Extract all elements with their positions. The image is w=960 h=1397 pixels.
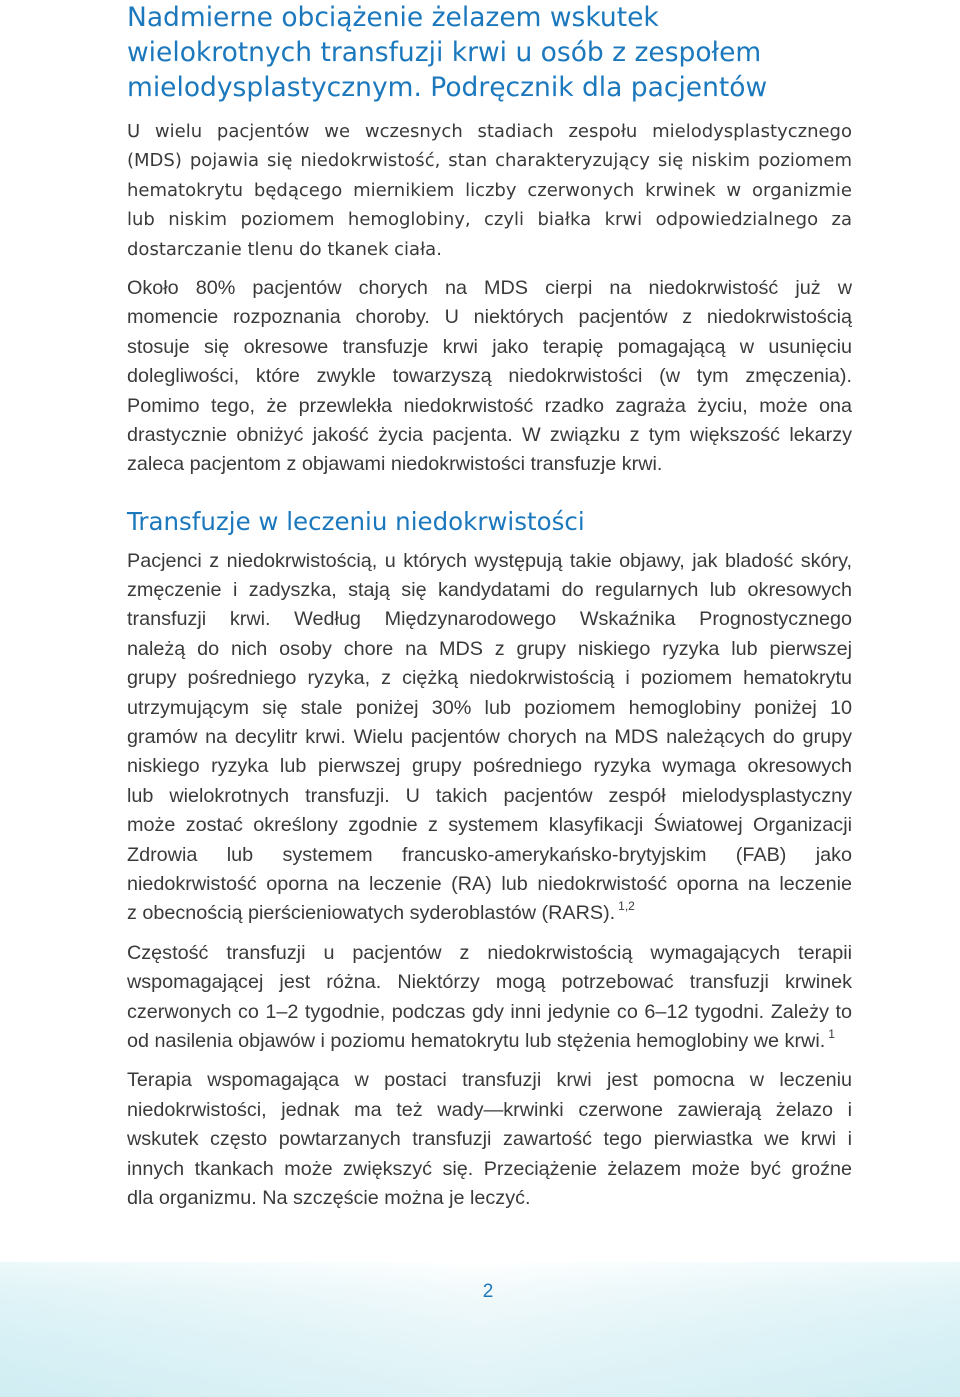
paragraph-line — [127, 1027, 852, 1056]
paragraph-line: transfuzji krwi. Według Międzynarodowego Wskaźnika Prognostycznego — [127, 608, 852, 631]
page-footer — [0, 1262, 960, 1397]
footnote-reference: 1 — [828, 1026, 835, 1041]
title-line: mielodysplastycznym. Podręcznik dla pacjentów — [127, 72, 768, 103]
paragraph-line: lub wielokrotnych transfuzji. U takich pacjentów zespół mielodysplastyczny — [127, 784, 852, 807]
paragraph-line: dolegliwości, które zwykle towarzyszą niedokrwistości (w tym zmęczenia). — [127, 365, 852, 388]
paragraph-line: lub niskim poziomem hemoglobiny, czyli białka krwi odpowiedzialnego za — [127, 209, 852, 231]
title-line: Nadmierne obciążenie żelazem wskutek — [127, 2, 659, 33]
paragraph-line: stosuje się okresowe transfuzje krwi jako terapię pomagającą w usunięciu — [127, 335, 852, 358]
page-number: 2 — [482, 1281, 494, 1302]
intro-paragraph — [127, 274, 852, 480]
body-paragraph — [127, 939, 852, 1057]
paragraph-line: zmęczenie i zadyszka, stają się kandydatami do regularnych lub okresowych — [127, 579, 852, 602]
paragraph-line — [127, 899, 852, 928]
paragraph-line: należą do nich osoby chore na MDS z grupy niskiego ryzyka lub pierwszej — [127, 637, 852, 660]
paragraph-line: innych tkankach może zwiększyć się. Przeciążenie żelazem może być groźne — [127, 1157, 852, 1180]
paragraph-line: Zdrowia lub systemem francusko-amerykańsko-brytyjskim (FAB) jako — [127, 843, 852, 866]
paragraph-line: U wielu pacjentów we wczesnych stadiach zespołu mielodysplastycznego — [127, 121, 852, 142]
paragraph-line: dostarczanie tlenu do tkanek ciała. — [127, 238, 442, 260]
paragraph-line: gramów na decylitr krwi. Wielu pacjentów chorych na MDS należących do grupy — [127, 726, 852, 749]
paragraph-line: czerwonych co 1–2 tygodnie, podczas gdy inni jedynie co 6–12 tygodni. Zależy to — [127, 1000, 852, 1023]
paragraph-line: może zostać określony zgodnie z systemem klasyfikacji Światowej Organizacji — [127, 814, 852, 837]
body-paragraph — [127, 1066, 852, 1213]
paragraph-line: zaleca pacjentom z objawami niedokrwistości transfuzje krwi. — [127, 453, 663, 476]
paragraph-line: Pacjenci z niedokrwistością, u których występują takie objawy, jak bladość skóry, — [127, 549, 852, 572]
paragraph-line: Terapia wspomagająca w postaci transfuzji krwi jest pomocna w leczeniu — [127, 1069, 852, 1092]
document-body — [127, 0, 852, 1213]
paragraph-line: wspomagającej jest różna. Niektórzy mogą potrzebować transfuzji krwinek — [127, 971, 852, 994]
body-paragraph — [127, 547, 852, 929]
paragraph-line: niskiego ryzyka lub pierwszej grupy pośredniego ryzyka wymaga okresowych — [127, 755, 852, 778]
footnote-reference: 1,2 — [618, 899, 635, 914]
paragraph-line: utrzymującym się stale poniżej 30% lub poziomem hemoglobiny poniżej 10 — [127, 696, 852, 719]
paragraph-line: Około 80% pacjentów chorych na MDS cierpi na niedokrwistość już w — [127, 276, 852, 299]
paragraph-line: Pomimo tego, że przewlekła niedokrwistość rzadko zagraża życiu, może ona — [127, 394, 852, 417]
paragraph-line: hematokrytu będącego miernikiem liczby czerwonych krwinek w organizmie — [127, 179, 852, 201]
section-heading: Transfuzje w leczeniu niedokrwistości — [127, 506, 585, 536]
paragraph-line: Częstość transfuzji u pacjentów z niedokrwistością wymagających terapii — [127, 941, 852, 964]
paragraph-line: (MDS) pojawia się niedokrwistość, stan charakteryzujący się niskim poziomem — [127, 150, 852, 172]
paragraph-line: niedokrwistości, jednak ma też wady—krwinki czerwone zawierają żelazo i — [127, 1098, 852, 1121]
paragraph-line-text: z obecnością pierścieniowatych syderoblastów (RARS). — [127, 902, 616, 925]
paragraph-line: niedokrwistość oporna na leczenie (RA) lub niedokrwistość oporna na leczenie — [127, 872, 852, 895]
title-line: wielokrotnych transfuzji krwi u osób z zespołem — [127, 37, 762, 68]
paragraph-line: wskutek często powtarzanych transfuzji zawartość tego pierwiastka we krwi i — [127, 1128, 852, 1151]
paragraph-line: grupy pośredniego ryzyka, z ciężką niedokrwistością i poziomem hematokrytu — [127, 667, 852, 690]
paragraph-line-text: od nasilenia objawów i poziomu hematokrytu lub stężenia hemoglobiny we krwi. — [127, 1029, 826, 1052]
document-title — [127, 0, 852, 105]
paragraph-line: momencie rozpoznania choroby. U niektórych pacjentów z niedokrwistością — [127, 306, 852, 329]
paragraph-line: dla organizmu. Na szczęście można je leczyć. — [127, 1186, 531, 1209]
intro-paragraph — [127, 117, 852, 264]
paragraph-line: drastycznie obniżyć jakość życia pacjenta. W związku z tym większość lekarzy — [127, 423, 852, 446]
